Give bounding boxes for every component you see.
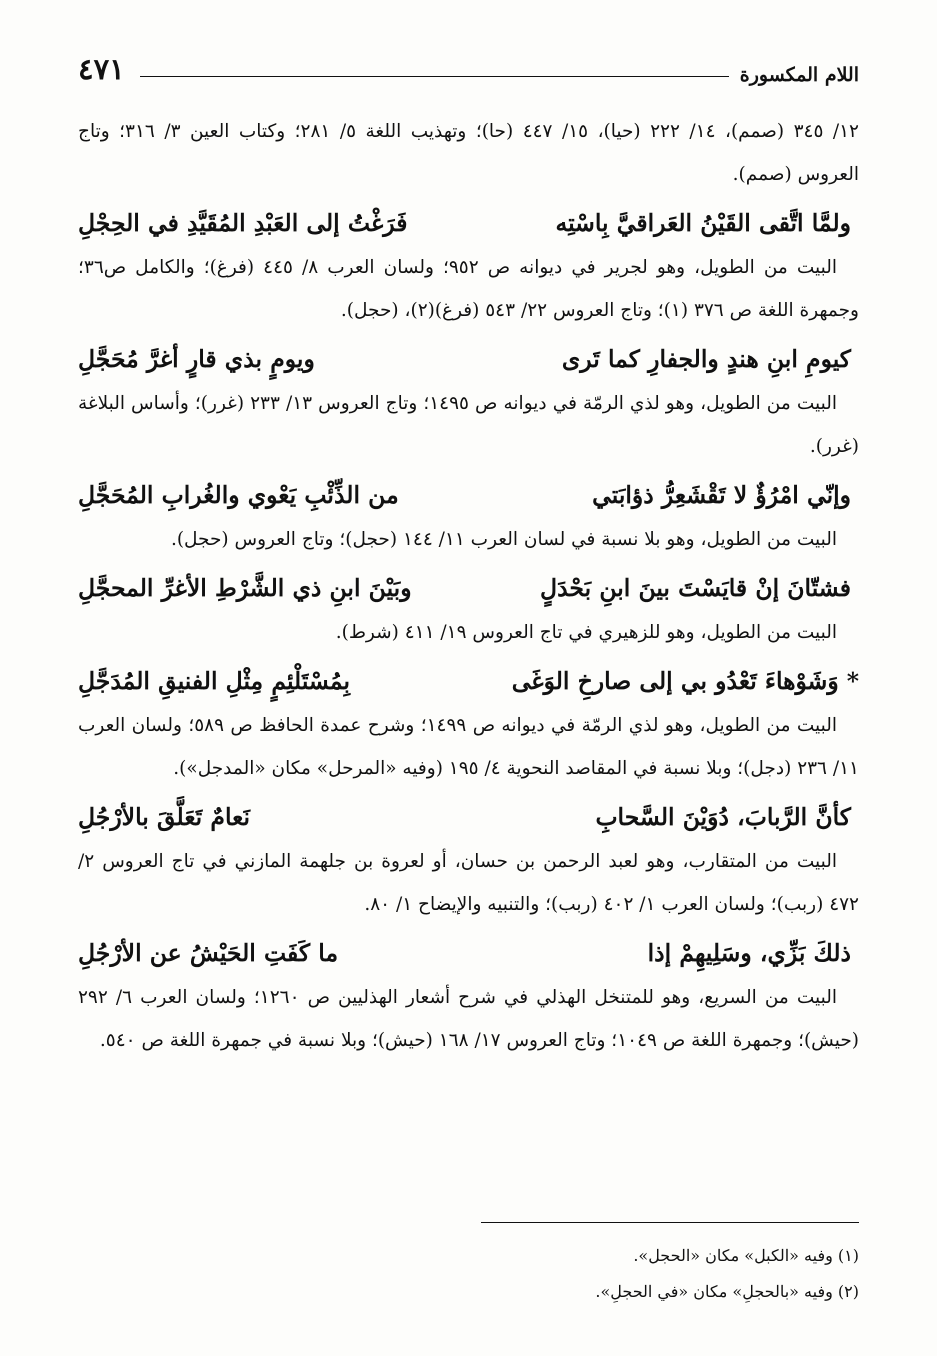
verse-entry xyxy=(78,200,859,332)
verse-line xyxy=(78,336,859,382)
page-number: ٤٧١ xyxy=(78,52,125,86)
verse-commentary: البيت من الطويل، وهو لذي الرمّة في ديوانه ص ١٤٩٥؛ وتاج العروس ١٣/ ٢٣٣ (غرر)؛ وأساس البلاغة (غرر). xyxy=(78,393,859,457)
verse-commentary: البيت من الطويل، وهو للزهيري في تاج العروس ١٩/ ٤١١ (شرط). xyxy=(335,622,837,643)
verse-entry xyxy=(78,930,859,1062)
footnotes xyxy=(78,1238,859,1310)
verse-commentary: البيت من الطويل، وهو بلا نسبة في لسان العرب ١١/ ١٤٤ (حجل)؛ وتاج العروس (حجل). xyxy=(170,529,837,550)
second-hemistich: فَرَغْتُ إلى العَبْدِ المُقَيَّدِ في الحِجْلِ xyxy=(78,209,408,237)
verse-entry xyxy=(78,794,859,926)
first-hemistich: كيومِ ابنِ هندٍ والجفارِ كما تَرى xyxy=(561,345,851,373)
verse-line xyxy=(78,794,859,840)
header-rule xyxy=(140,76,729,77)
verse-entry xyxy=(78,658,859,790)
verse-line xyxy=(78,658,859,704)
page-body xyxy=(78,110,859,1062)
section-title: اللام المكسورة xyxy=(739,64,859,86)
verse-commentary: البيت من المتقارب، وهو لعبد الرحمن بن حسان، أو لعروة بن جلهمة المازني في تاج العروس ٢/ ٤٧٢ (ربب)؛ ولسان العرب ١/ ٤٠٢ (ربب)؛ والتنبيه والإيضاح ١/ ٨٠. xyxy=(78,851,859,915)
second-hemistich: من الذِّئْبِ يَعْوي والغُرابِ المُحَجَّلِ xyxy=(78,481,399,509)
page-header xyxy=(78,48,859,98)
verse-marker: * xyxy=(846,667,859,695)
verse-line xyxy=(78,565,859,611)
first-hemistich: *وَشَوْهاءَ تَعْدُو بي إلى صارخِ الوَغَى xyxy=(511,667,859,695)
first-hemistich: وإنّي امْرُؤٌ لا تَقْشَعِرُّ ذؤابَتي xyxy=(592,481,851,509)
footnote-rule xyxy=(481,1222,859,1223)
first-hemistich: كأنَّ الرَّبابَ، دُوَيْنَ السَّحابِ xyxy=(595,803,851,831)
first-hemistich: فشتّانَ إنْ قايَسْتَ بينَ ابنِ بَحْدَلٍ xyxy=(540,574,851,602)
second-hemistich: ما كَفَتِ الحَيْشُ عن الأرْجُلِ xyxy=(78,939,339,967)
second-hemistich: ويومٍ بذي قارٍ أغرَّ مُحَجَّلِ xyxy=(78,345,315,373)
verse-line xyxy=(78,930,859,976)
second-hemistich: وبَيْنَ ابنِ ذي الشَّرْطِ الأغرِّ المحجَّلِ xyxy=(78,574,412,602)
verse-commentary: البيت من الطويل، وهو لجرير في ديوانه ص ٩٥٢؛ ولسان العرب ٨/ ٤٤٥ (فرغ)؛ والكامل ص٣٦؛ وجمهرة اللغة ص ٣٧٦ (١)؛ وتاج العروس ٢٢/ ٥٤٣ (فرغ)(٢)، (حجل). xyxy=(78,257,859,321)
first-hemistich: ذلكَ بَزِّي، وسَلِيهِمْ إذا xyxy=(647,939,851,967)
verse-entry xyxy=(78,565,859,654)
verse-line xyxy=(78,200,859,246)
verse-commentary: البيت من السريع، وهو للمتنخل الهذلي في شرح أشعار الهذليين ص ١٢٦٠؛ ولسان العرب ٦/ ٢٩٢ (حيش)؛ وجمهرة اللغة ص ١٠٤٩؛ وتاج العروس ١٧/ ١٦٨ (حيش)؛ وبلا نسبة في جمهرة اللغة ص ٥٤٠. xyxy=(78,987,859,1051)
first-hemistich: ولمَّا اتَّقى القَيْنُ العَراقيَّ بِاسْتِه xyxy=(555,209,851,237)
verse-entry xyxy=(78,336,859,468)
footnote: (١) وفيه «الكبل» مكان «الحجل». xyxy=(633,1246,859,1265)
verse-commentary: البيت من الطويل، وهو لذي الرمّة في ديوانه ص ١٤٩٩؛ وشرح عمدة الحافظ ص ٥٨٩؛ ولسان العرب ١١/ ٢٣٦ (دجل)؛ وبلا نسبة في المقاصد النحوية ٤/ ١٩٥ (وفيه «المرحل» مكان «المدجل»). xyxy=(78,715,859,779)
second-hemistich: نَعامٌ تَعَلَّقَ بالأرْجُلِ xyxy=(78,803,250,831)
second-hemistich: بِمُسْتَلْئِمٍ مِثْلِ الفنيقِ المُدَجَّلِ xyxy=(78,667,351,695)
footnote: (٢) وفيه «بالحجلِ» مكان «في الحجلِ». xyxy=(595,1282,859,1301)
continued-text: ١٢/ ٣٤٥ (صمم)، ١٤/ ٢٢٢ (حيا)، ١٥/ ٤٤٧ (حا)؛ وتهذيب اللغة ٥/ ٢٨١؛ وكتاب العين ٣/ ٣١٦؛ وتاج العروس (صمم). xyxy=(78,121,859,185)
verse-line xyxy=(78,472,859,518)
verse-entry xyxy=(78,472,859,561)
